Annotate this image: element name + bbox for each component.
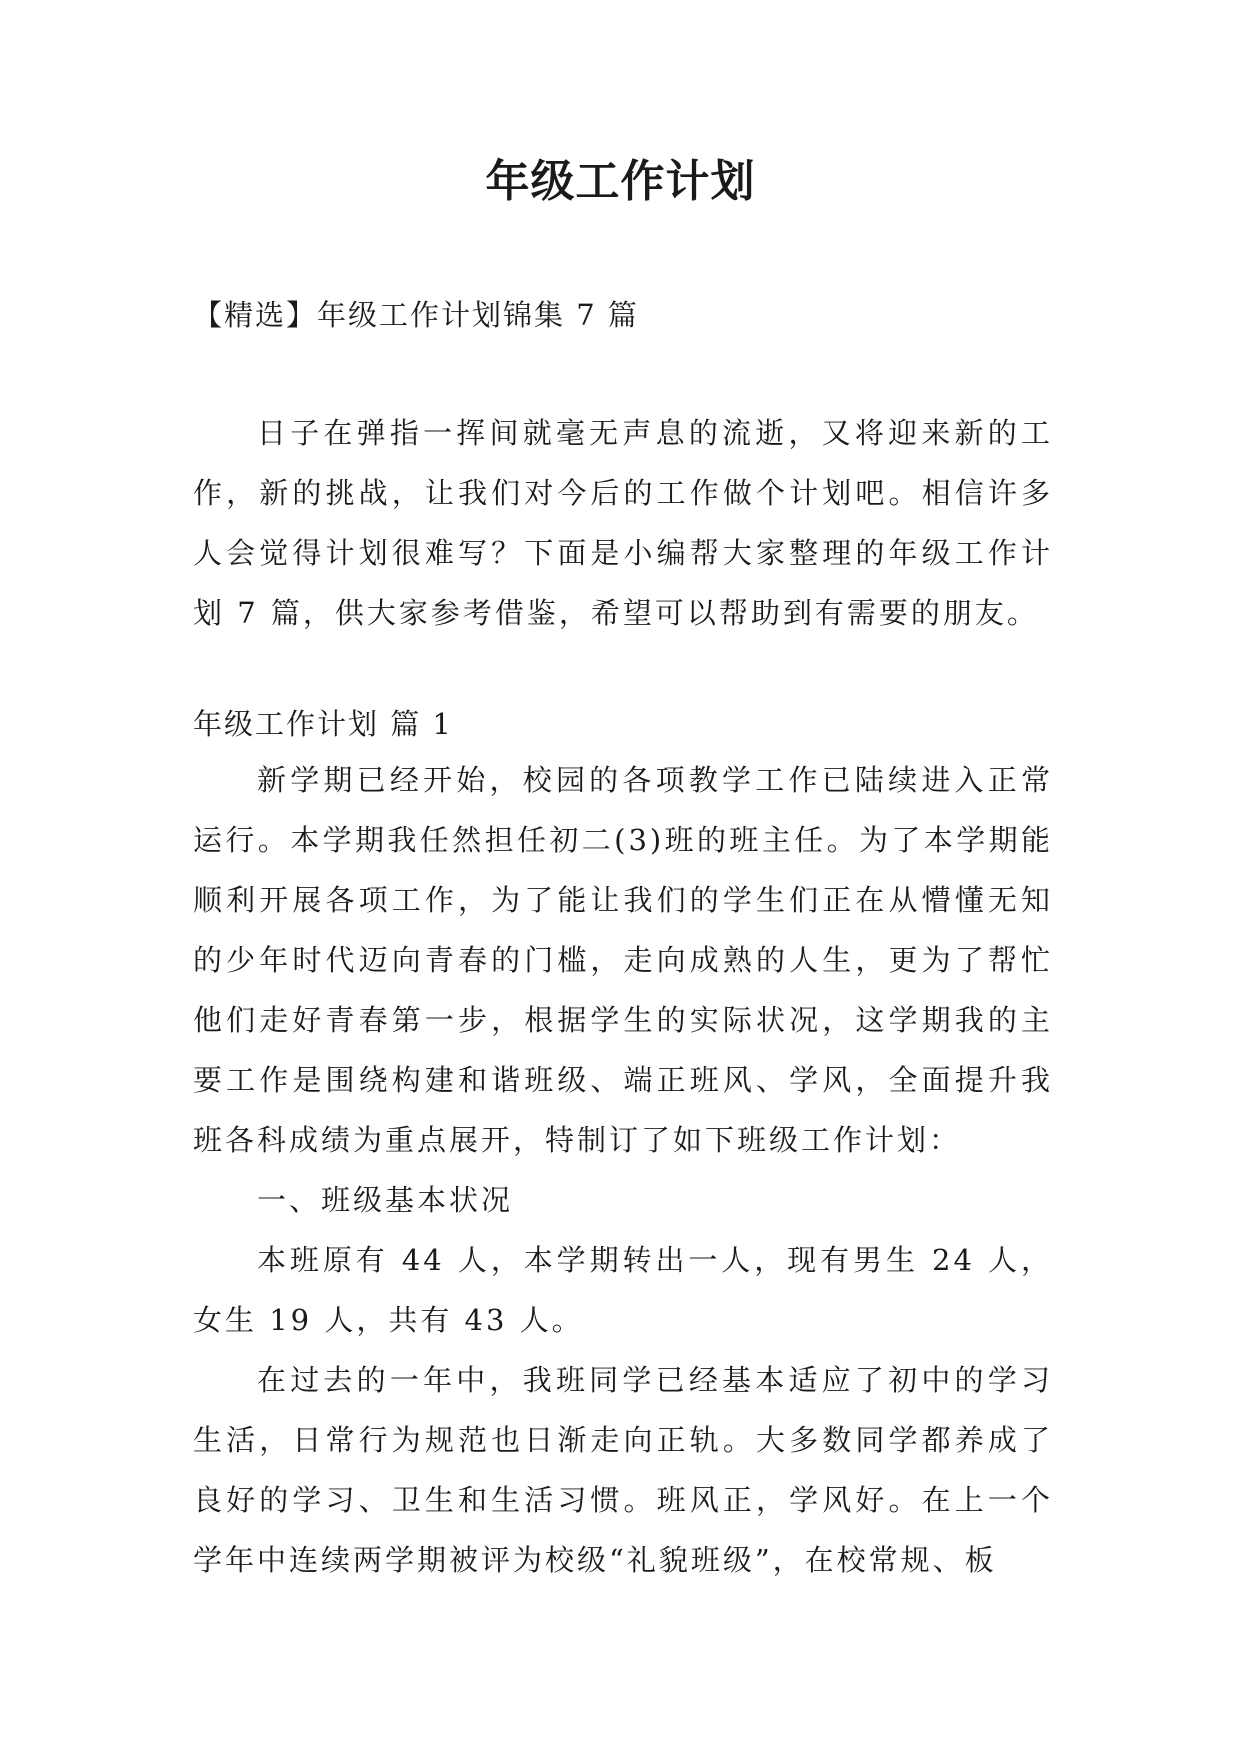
body-paragraph: 在过去的一年中，我班同学已经基本适应了初中的学习生活，日常行为规范也日渐走向正轨。大多数同学都养成了良好的学习、卫生和生活习惯。班风正，学风好。在上一个学年中连续两学期被评为校级“礼貌班级”，在校常规、板 (193, 1363, 1053, 1577)
intro-paragraph: 日子在弹指一挥间就毫无声息的流逝，又将迎来新的工作，新的挑战，让我们对今后的工作做个计划吧。相信许多人会觉得计划很难写？下面是小编帮大家整理的年级工作计划 7 篇，供大家参考借鉴，希望可以帮助到有需要的朋友。 (193, 416, 1053, 630)
body-paragraph: 本班原有 44 人，本学期转出一人，现有男生 24 人，女生 19 人，共有 43 人。 (193, 1243, 1053, 1337)
body-paragraph: 新学期已经开始，校园的各项教学工作已陆续进入正常运行。本学期我任然担任初二(3)班的班主任。为了本学期能顺利开展各项工作，为了能让我们的学生们正在从懵懂无知的少年时代迈向青春的门槛，走向成熟的人生，更为了帮忙他们走好青春第一步，根据学生的实际状况，这学期我的主要工作是围绕构建和谐班级、端正班风、学风，全面提升我班各科成绩为重点展开，特制订了如下班级工作计划： (193, 763, 1053, 1157)
section-heading: 年级工作计划 篇 1 (193, 707, 453, 741)
section-body (193, 750, 1053, 1590)
document-title: 年级工作计划 (485, 156, 756, 207)
document-subtitle: 【精选】年级工作计划锦集 7 篇 (193, 298, 639, 332)
body-subheading: 一、班级基本状况 (257, 1183, 514, 1217)
